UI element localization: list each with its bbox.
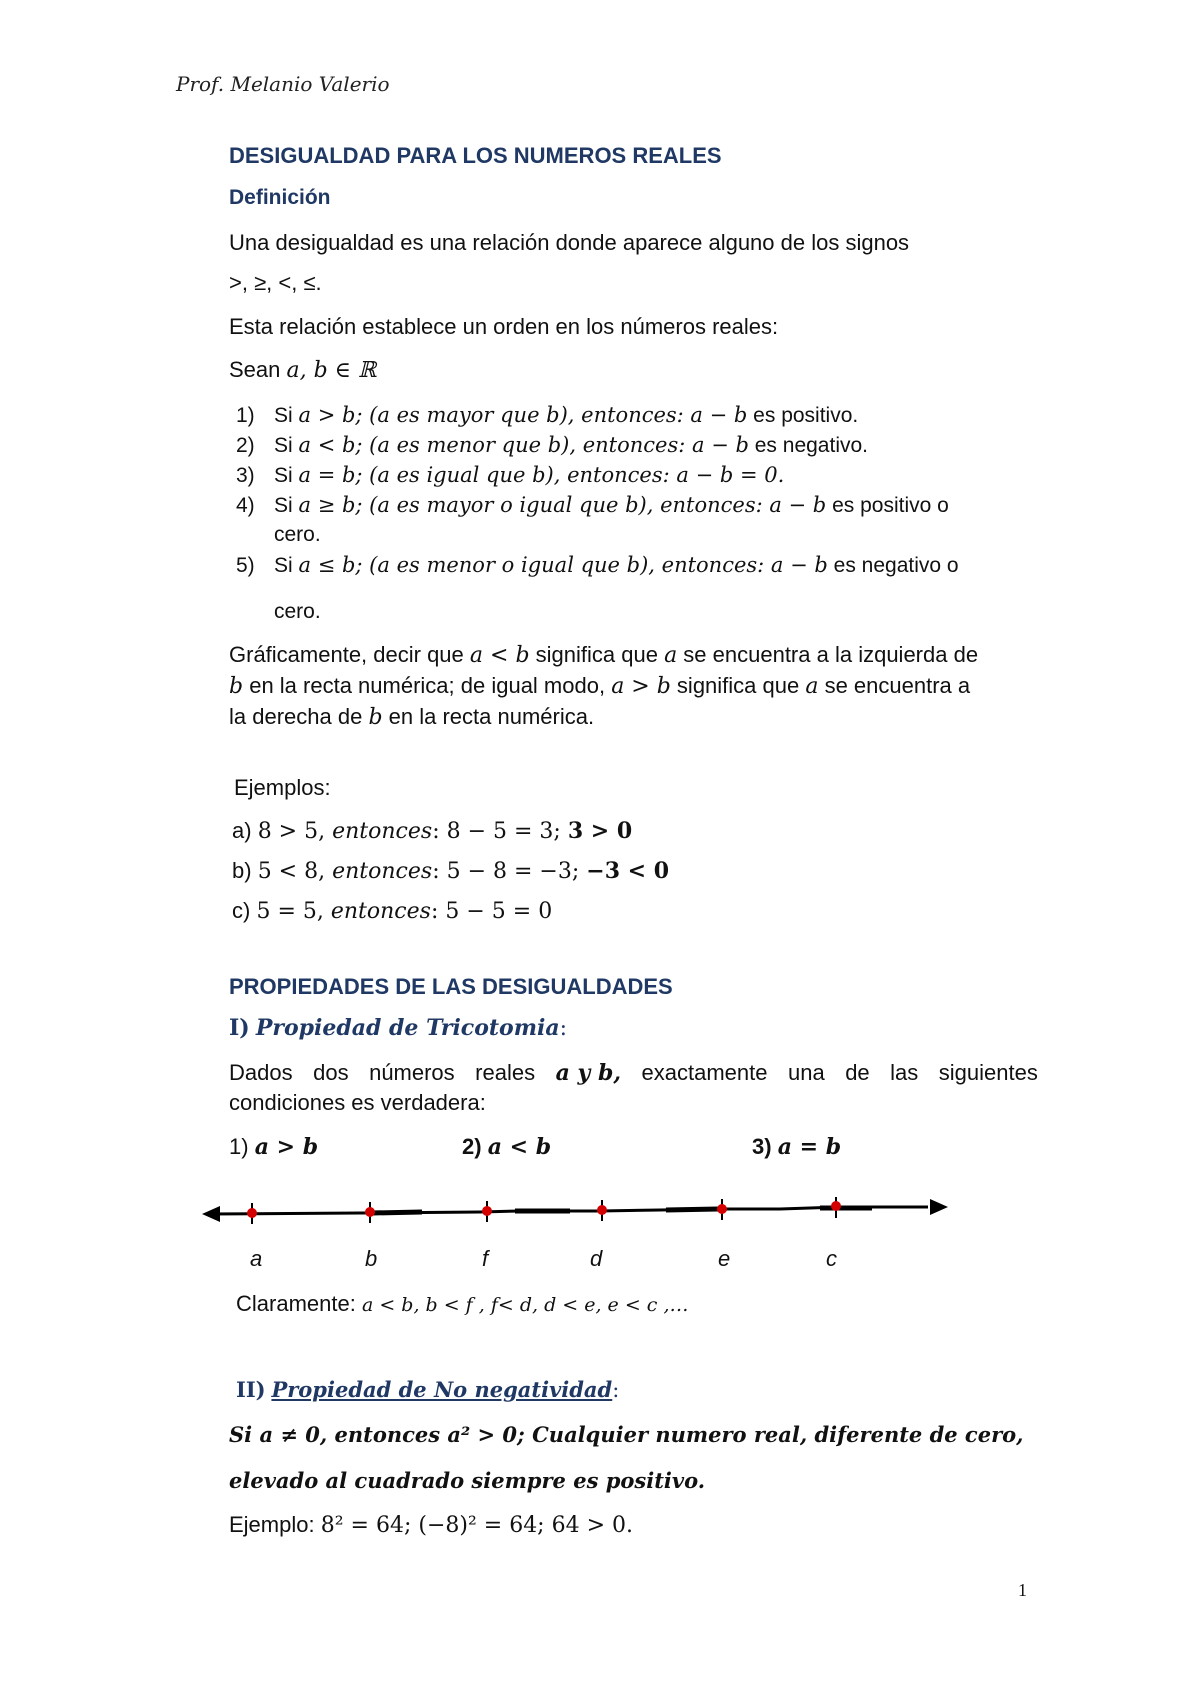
rule-3: [236, 460, 784, 491]
right-arrow-icon: [930, 1199, 948, 1215]
case-math: a = b: [777, 1134, 842, 1160]
left-arrow-icon: [202, 1206, 220, 1222]
graphic-line-2: [229, 671, 970, 702]
line-label-b: b: [365, 1246, 378, 1271]
case-number: 2): [462, 1134, 488, 1159]
text: la derecha de: [229, 704, 369, 729]
line-label-e: e: [718, 1246, 731, 1271]
justified-line: [229, 1058, 1038, 1088]
tricotomia-text: [229, 1058, 1038, 1118]
rule-si: Si: [274, 434, 299, 457]
example-bold: −3 < 0: [586, 858, 670, 884]
example-math: 5 = 5,: [256, 899, 324, 924]
line-segment-thick: [666, 1209, 718, 1210]
definition-heading: Definición: [229, 186, 331, 209]
case-math: a > b: [254, 1134, 319, 1160]
sean-prefix: Sean: [229, 357, 287, 382]
word: siguientes: [938, 1060, 1038, 1085]
line-label-d: d: [590, 1246, 603, 1271]
math: a < b: [469, 643, 530, 668]
case-number: 3): [752, 1134, 778, 1159]
case-number: 1): [229, 1134, 255, 1159]
property-title: Propiedad de No negatividad: [271, 1377, 613, 1402]
no-negatividad-line-2: elevado al cuadrado siempre es positivo.: [229, 1468, 706, 1493]
math: a: [805, 674, 819, 699]
line-label-c: c: [826, 1246, 837, 1271]
word: reales: [475, 1060, 536, 1085]
sean-math: a, b ∈ ℝ: [286, 358, 377, 383]
rule-tail: es positivo.: [747, 404, 859, 427]
page-title: DESIGUALDAD PARA LOS NUMEROS REALES: [229, 143, 722, 168]
example-b: [232, 856, 669, 887]
claramente-line: [236, 1289, 689, 1320]
properties-heading: PROPIEDADES DE LAS DESIGUALDADES: [229, 974, 673, 999]
text: se encuentra a la izquierda de: [677, 642, 979, 667]
example-label: b): [232, 858, 252, 883]
tricotomia-heading: [229, 1015, 567, 1041]
point-a: [247, 1203, 257, 1224]
rule-4-continuation: cero.: [274, 523, 321, 546]
example-rest: : 5 − 5 = 0: [430, 899, 553, 924]
text: Gráficamente, decir que: [229, 642, 470, 667]
rule-tail: es positivo o: [826, 494, 949, 517]
example-rest: : 5 − 8 = −3;: [432, 859, 587, 884]
claramente-math: a < b, b < f , f< d, d < e, e < c ,…: [361, 1294, 689, 1316]
math: a: [664, 643, 678, 668]
number-line: [202, 1197, 948, 1224]
rule-2: [236, 430, 868, 461]
example-math: 5 < 8,: [257, 859, 326, 884]
case-math: a < b: [487, 1134, 552, 1160]
point-d: [597, 1200, 607, 1221]
case-1: [229, 1132, 318, 1162]
rule-number: 5): [236, 554, 255, 577]
point-e: [717, 1199, 727, 1220]
math: a > b: [611, 674, 671, 699]
rule-math: a ≤ b; (a es menor o igual que b), entonces: a − b: [298, 553, 828, 577]
case-2: [462, 1132, 551, 1162]
ejemplo-math: 8² = 64; (−8)² = 64; 64 > 0.: [320, 1513, 633, 1538]
rule-number: 4): [236, 494, 255, 517]
word-math: a y b,: [555, 1060, 621, 1086]
justified-line: condiciones es verdadera:: [229, 1090, 486, 1115]
example-rest: : 8 − 5 = 3;: [432, 819, 568, 844]
rule-si: Si: [274, 404, 299, 427]
word: dos: [313, 1060, 349, 1085]
example-label: c): [232, 898, 251, 923]
example-a: [232, 816, 632, 847]
example-word: entonces: [323, 899, 431, 924]
example-math: 8 > 5,: [257, 819, 326, 844]
rule-number: 3): [236, 464, 255, 487]
rule-math: a > b; (a es mayor que b), entonces: a − b: [298, 403, 748, 427]
text: se encuentra a: [818, 673, 971, 698]
author-header: Prof. Melanio Valerio: [176, 72, 390, 96]
word: números: [369, 1060, 455, 1085]
example-c: [232, 896, 552, 927]
word: Dados: [229, 1060, 293, 1085]
rule-5: [236, 550, 959, 581]
definition-line-1: Una desigualdad es una relación donde aparece alguno de los signos: [229, 230, 910, 255]
claramente-prefix: Claramente:: [236, 1291, 362, 1316]
line-label-a: a: [250, 1246, 263, 1271]
colon: :: [559, 1016, 568, 1041]
graphic-line-1: [229, 640, 978, 671]
line-axis: [210, 1207, 928, 1214]
text: significa que: [529, 642, 665, 667]
ejemplo-line: [229, 1510, 633, 1541]
rule-math: a = b; (a es igual que b), entonces: a − b = 0.: [298, 463, 785, 487]
graphic-line-3: [229, 702, 594, 733]
point-f: [482, 1201, 492, 1222]
line-segment-thick: [372, 1212, 422, 1213]
rule-number: 1): [236, 404, 255, 427]
rule-4: [236, 490, 949, 521]
math: b: [229, 674, 244, 699]
roman-numeral: I): [229, 1015, 250, 1041]
example-label: a): [232, 818, 252, 843]
word: exactamente: [641, 1060, 768, 1085]
example-word: entonces: [325, 859, 433, 884]
no-negatividad-line-1: Si a ≠ 0, entonces a² > 0; Cualquier numero real, diferente de cero,: [229, 1422, 1024, 1447]
page-number: 1: [1018, 1580, 1027, 1600]
definition-line-3: Esta relación establece un orden en los números reales:: [229, 314, 779, 339]
math: b: [368, 705, 383, 730]
signs-line: >, ≥, <, ≤.: [229, 270, 322, 295]
text: en la recta numérica.: [382, 704, 595, 729]
rule-1: [236, 400, 858, 431]
rule-tail: es negativo o: [827, 554, 959, 577]
line-label-f: f: [482, 1246, 489, 1271]
rule-si: Si: [274, 554, 299, 577]
text: significa que: [670, 673, 806, 698]
word: una: [787, 1060, 825, 1085]
rule-tail: es negativo.: [748, 434, 869, 457]
example-word: entonces: [325, 819, 433, 844]
point-b: [365, 1202, 375, 1223]
rule-si: Si: [274, 494, 299, 517]
text: en la recta numérica; de igual modo,: [243, 673, 612, 698]
rule-math: a < b; (a es menor que b), entonces: a − b: [298, 433, 749, 457]
rule-si: Si: [274, 464, 299, 487]
rule-number: 2): [236, 434, 255, 457]
colon: :: [612, 1378, 620, 1402]
example-bold: 3 > 0: [567, 818, 633, 844]
roman-numeral: II): [236, 1377, 266, 1402]
examples-heading: Ejemplos:: [234, 775, 331, 800]
case-3: [752, 1132, 841, 1162]
sean-line: [229, 355, 376, 386]
word: de: [845, 1060, 870, 1085]
rule-math: a ≥ b; (a es mayor o igual que b), entonces: a − b: [298, 493, 827, 517]
rule-5-continuation: cero.: [274, 600, 321, 623]
point-c: [831, 1197, 841, 1218]
property-title: Propiedad de Tricotomia: [255, 1015, 560, 1041]
no-negatividad-heading: [236, 1377, 619, 1403]
word: las: [890, 1060, 919, 1085]
ejemplo-prefix: Ejemplo:: [229, 1512, 321, 1537]
